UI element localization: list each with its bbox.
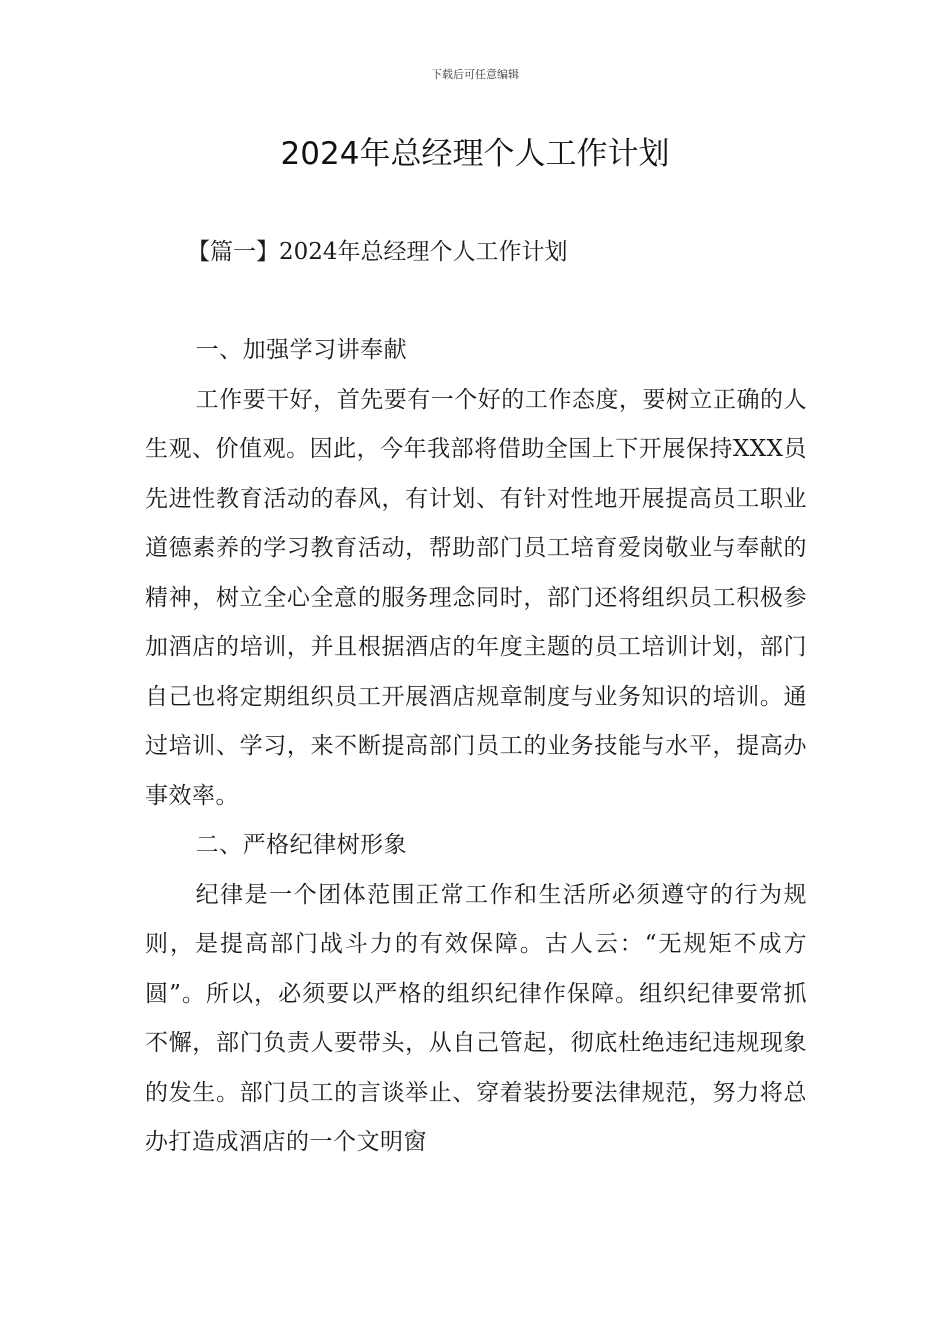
section-title: 【篇一】2024年总经理个人工作计划 bbox=[187, 239, 568, 265]
paragraph-body-2: 纪律是一个团体范围正常工作和生活所必须遵守的行为规则，是提高部门战斗力的有效保障。古人云：“无规矩不成方圆”。所以，必须要以严格的组织纪律作保障。组织纪律要常抓不懈，部门负责人要带头，从自己管起，彻底杜绝违纪违规现象的发生。部门员工的言谈举止、穿着装扮要法律规范，努力将总办打造成酒店的一个文明窗 bbox=[145, 881, 807, 1155]
header-note: 下载后可任意编辑 bbox=[431, 68, 519, 81]
paragraph-heading-1: 一、加强学习讲奉献 bbox=[195, 337, 408, 363]
document-body bbox=[145, 326, 807, 1168]
document-title: 2024年总经理个人工作计划 bbox=[280, 136, 670, 172]
paragraph-body-1: 工作要干好，首先要有一个好的工作态度，要树立正确的人生观、价值观。因此，今年我部将借助全国上下开展保持XXX员先进性教育活动的春风，有计划、有针对性地开展提高员工职业道德素养的学习教育活动，帮助部门员工培育爱岗敬业与奉献的精神，树立全心全意的服务理念同时，部门还将组织员工积极参加酒店的培训，并且根据酒店的年度主题的员工培训计划，部门自己也将定期组织员工开展酒店规章制度与业务知识的培训。通过培训、学习，来不断提高部门员工的业务技能与水平，提高办事效率。 bbox=[145, 386, 807, 809]
paragraph-heading-2: 二、严格纪律树形象 bbox=[195, 832, 408, 858]
